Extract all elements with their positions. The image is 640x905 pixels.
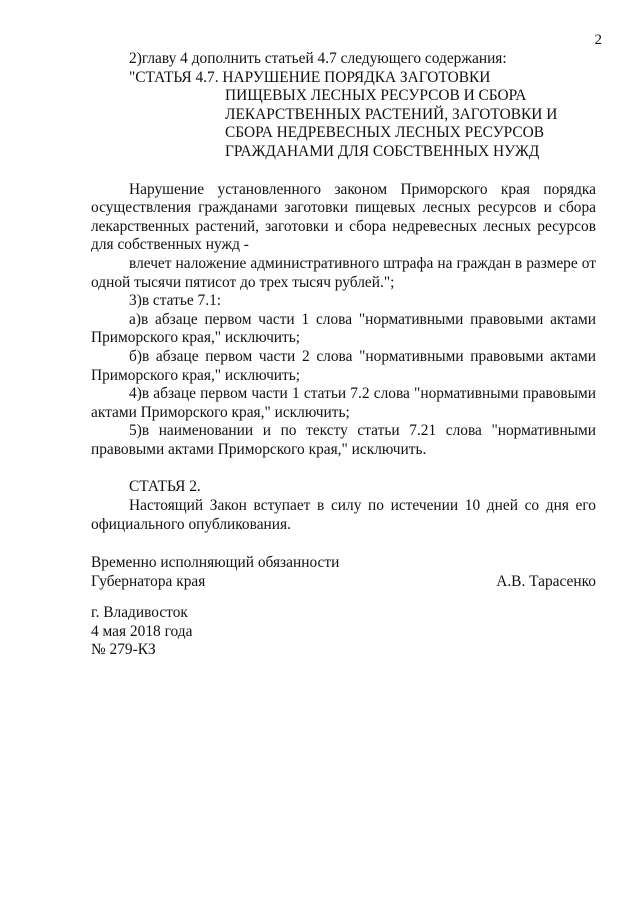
signature-position-line-1: Временно исполняющий обязанности: [91, 554, 340, 571]
article-heading-line-5: ГРАЖДАНАМИ ДЛЯ СОБСТВЕННЫХ НУЖД: [225, 142, 540, 160]
law-number: № 279-КЗ: [91, 641, 156, 659]
document-body: [91, 50, 596, 534]
article-heading-line-4: СБОРА НЕДРЕВЕСНЫХ ЛЕСНЫХ РЕСУРСОВ: [225, 124, 544, 142]
signature-block: [91, 553, 596, 591]
page-number: 2: [594, 32, 602, 48]
signatory-name: А.В. Тарасенко: [496, 573, 596, 590]
place-date-block: [91, 604, 192, 660]
date: 4 мая 2018 года: [91, 622, 193, 640]
article-heading-line-1: "СТАТЬЯ 4.7. НАРУШЕНИЕ ПОРЯДКА ЗАГОТОВКИ: [129, 68, 491, 86]
article-heading-line-3: ЛЕКАРСТВЕННЫХ РАСТЕНИЙ, ЗАГОТОВКИ И: [225, 105, 558, 123]
article-2-text: Настоящий Закон вступает в силу по истечении 10 дней со дня его официального опубликования.: [91, 497, 596, 533]
paragraph-item-4: 4)в абзаце первом части 1 статьи 7.2 слова "нормативными правовыми актами Приморского края," исключить;: [91, 385, 596, 421]
paragraph-violation: Нарушение установленного законом Приморского края порядка осуществления гражданами заготовки пищевых лесных ресурсов и сбора лекарственных растений, заготовки и сбора недревесных лесных ресурсов для собственных нужд -: [91, 180, 596, 254]
paragraph-item-5: 5)в наименовании и по тексту статьи 7.21 слова "нормативными правовыми актами Приморского края," исключить.: [91, 422, 596, 458]
paragraph-penalty: влечет наложение административного штрафа на граждан в размере от одной тысячи пятисот до трех тысяч рублей.";: [91, 254, 596, 291]
paragraph-item-3a: а)в абзаце первом части 1 слова "нормативными правовыми актами Приморского края," исключить;: [91, 310, 596, 347]
article-heading-line-2: ПИЩЕВЫХ ЛЕСНЫХ РЕСУРСОВ И СБОРА: [225, 87, 527, 105]
paragraph-item-3b: б)в абзаце первом части 2 слова "нормативными правовыми актами Приморского края," исключить;: [91, 347, 596, 384]
signature-position-line-2: Губернатора края: [91, 573, 206, 590]
city: г. Владивосток: [91, 604, 188, 621]
paragraph-item-3: 3)в статье 7.1:: [129, 292, 222, 310]
article-2-title: СТАТЬЯ 2.: [129, 478, 201, 496]
paragraph-chapter4-addition: 2)главу 4 дополнить статьей 4.7 следующего содержания:: [129, 50, 507, 67]
